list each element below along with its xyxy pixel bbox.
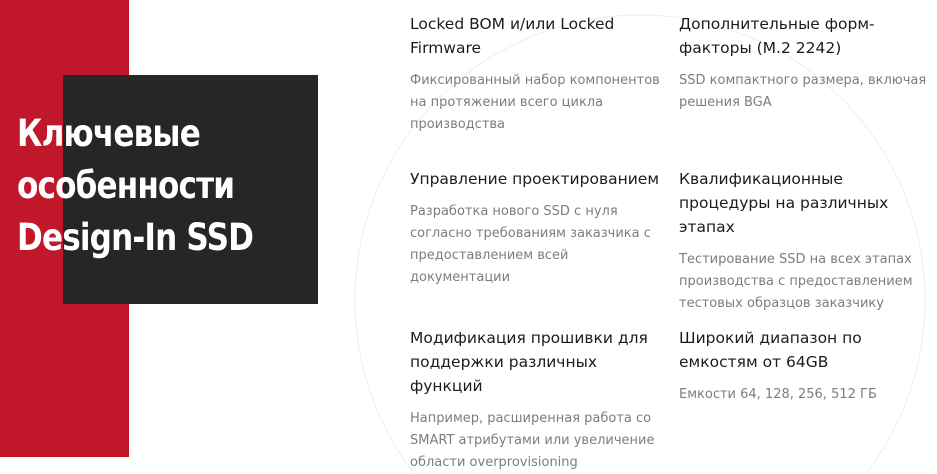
feature-description: SSD компактного размера, включая решения BGA — [679, 73, 927, 110]
feature-title: Управление проектированием — [410, 170, 660, 188]
feature-title: Модификация прошивки для поддержки различных функций — [410, 329, 648, 395]
feature-design-management — [410, 167, 660, 289]
feature-description: Разработка нового SSD с нуля согласно требованиям заказчика с предоставлением всей документации — [410, 204, 651, 285]
feature-form-factors — [679, 12, 934, 114]
feature-firmware-modification — [410, 326, 660, 474]
feature-description: Например, расширенная работа со SMART атрибутами или увеличение области overprovisioning — [410, 411, 655, 470]
feature-title: Locked BOM и/или Locked Firmware — [410, 15, 615, 57]
feature-capacity-range — [679, 326, 934, 406]
page-title-line-2: особенности — [17, 164, 235, 207]
feature-title: Дополнительные форм-факторы (M.2 2242) — [679, 15, 875, 57]
feature-title: Квалификационные процедуры на различных этапах — [679, 170, 889, 236]
feature-title: Широкий диапазон по емкостям от 64GB — [679, 329, 862, 371]
feature-description: Фиксированный набор компонентов на протяжении всего цикла производства — [410, 73, 660, 132]
feature-qualification — [679, 167, 934, 315]
page-title-line-1: Ключевые — [17, 112, 200, 155]
feature-locked-bom — [410, 12, 660, 136]
page-title — [17, 108, 253, 264]
page-title-line-3: Design-In SSD — [17, 216, 254, 259]
feature-description: Емкости 64, 128, 256, 512 ГБ — [679, 387, 877, 402]
feature-description: Тестирование SSD на всех этапах производства с предоставлением тестовых образцов заказчику — [679, 252, 913, 311]
